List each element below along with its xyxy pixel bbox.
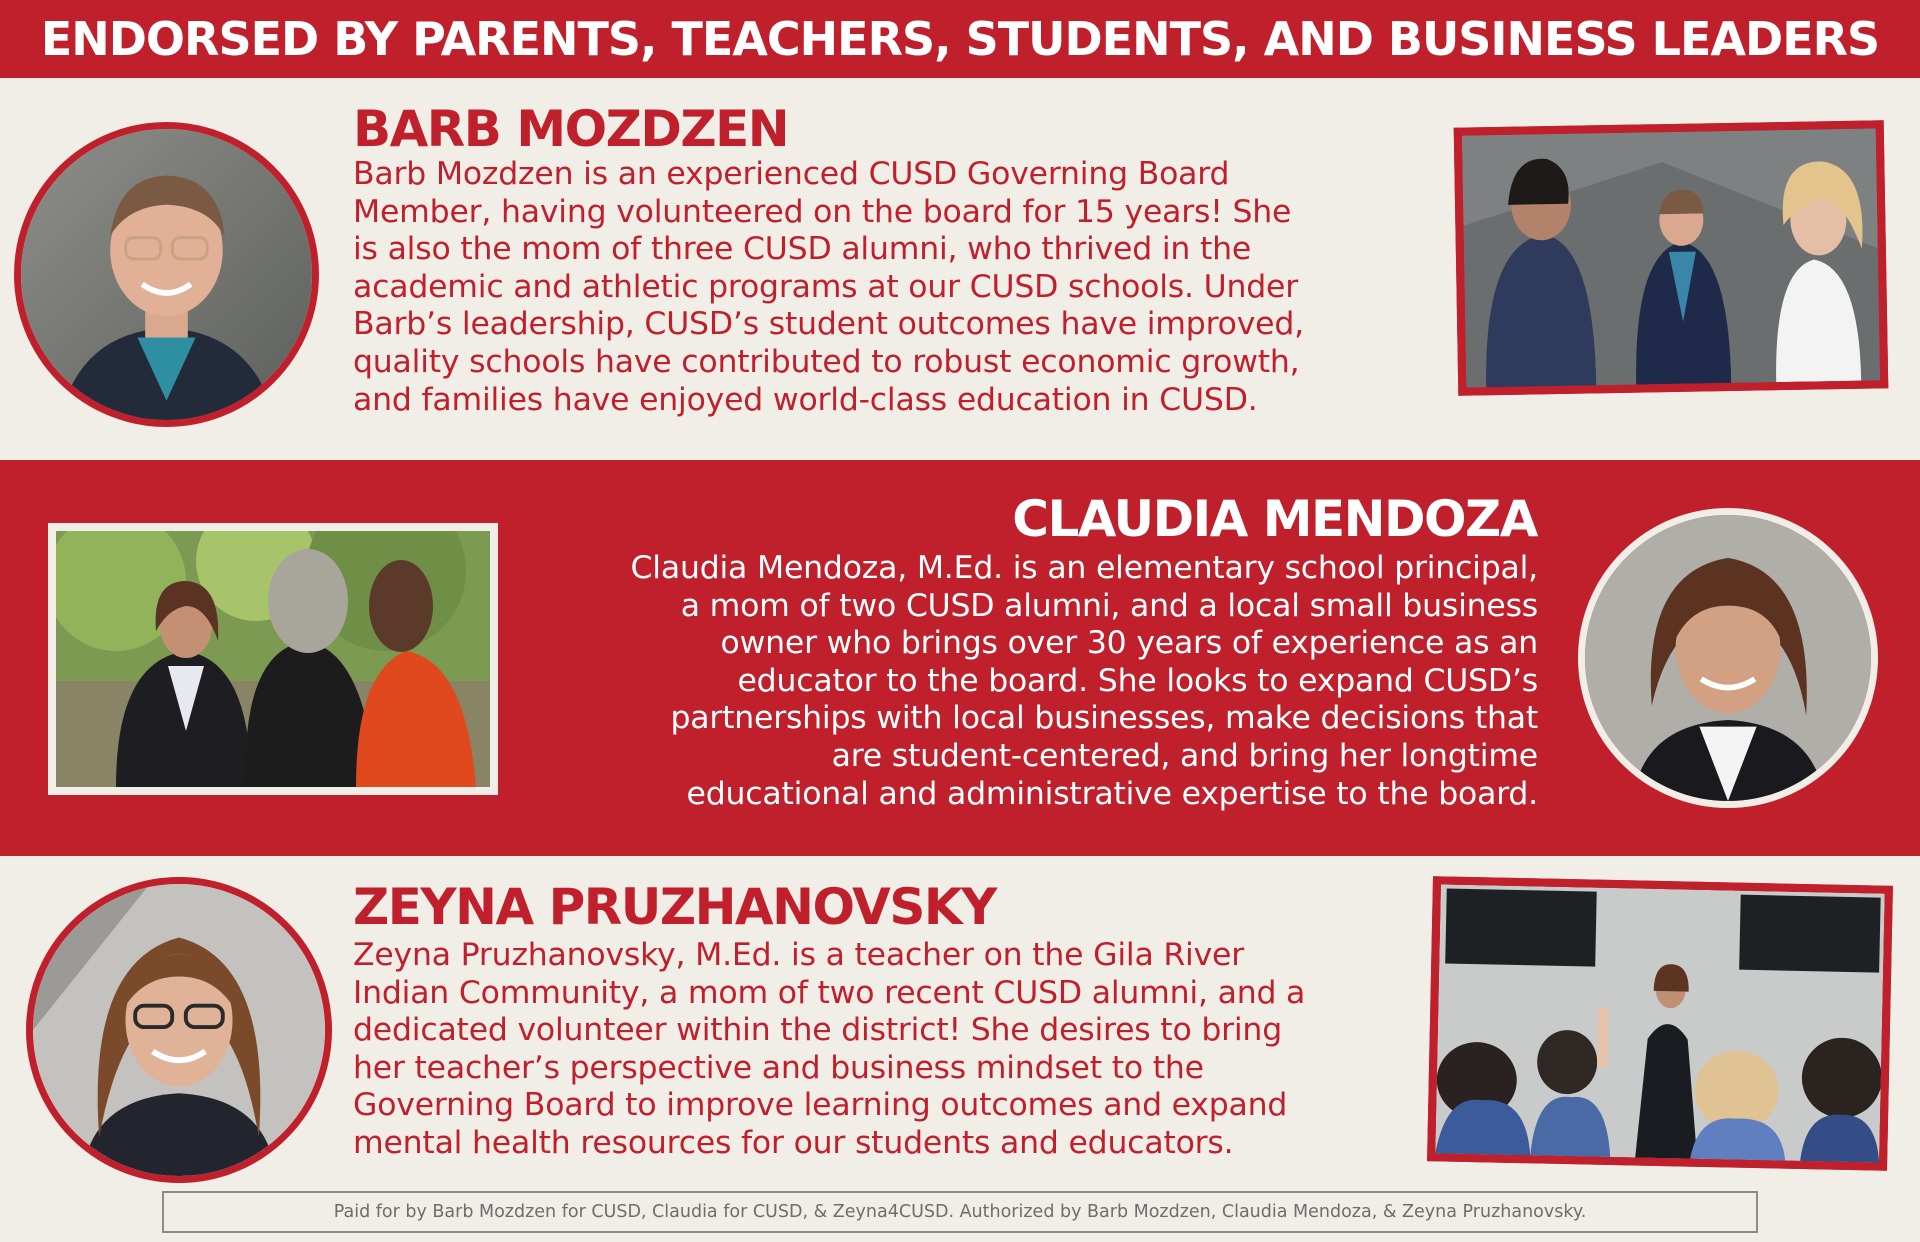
bio-line: Barb Mozdzen is an experienced CUSD Governing Board <box>353 156 1230 192</box>
zeyna-portrait <box>26 877 332 1183</box>
bio-line: is also the mom of three CUSD alumni, who thrived in the <box>353 231 1252 268</box>
claudia-portrait <box>1578 508 1878 808</box>
candidate-name-claudia: CLAUDIA MENDOZA <box>1012 490 1537 548</box>
bio-line: educational and administrative expertise to the board. <box>686 775 1538 812</box>
bio-line: Zeyna Pruzhanovsky, M.Ed. is a teacher on the Gila River <box>353 937 1244 973</box>
bio-line: dedicated volunteer within the district! She desires to bring <box>353 1012 1282 1049</box>
header-banner <box>0 0 1920 78</box>
bio-line: are student-centered, and bring her longtime <box>831 737 1538 774</box>
zeyna-classroom-photo <box>1427 876 1893 1171</box>
claudia-group-photo <box>48 523 498 795</box>
bio-line: Indian Community, a mom of two recent CUSD alumni, and a <box>353 974 1306 1011</box>
bio-line: a mom of two CUSD alumni, and a local small business <box>680 587 1538 624</box>
bio-line: Claudia Mendoza, M.Ed. is an elementary school principal, <box>630 550 1538 586</box>
bio-line: owner who brings over 30 years of experience as an <box>720 625 1538 662</box>
candidate-bio-claudia <box>438 550 1538 813</box>
header-title: ENDORSED BY PARENTS, TEACHERS, STUDENTS, AND BUSINESS LEADERS <box>40 12 1880 66</box>
bio-line: and families have enjoyed world-class education in CUSD. <box>353 381 1258 418</box>
candidate-name-barb: BARB MOZDZEN <box>353 100 789 158</box>
candidate-bio-zeyna <box>353 937 1433 1163</box>
candidate-bio-barb <box>353 156 1433 419</box>
bio-line: academic and athletic programs at our CUSD schools. Under <box>353 268 1298 305</box>
barb-portrait <box>14 122 319 427</box>
bio-line: educator to the board. She looks to expand CUSD’s <box>737 662 1538 699</box>
candidate-name-zeyna: ZEYNA PRUZHANOVSKY <box>353 878 996 936</box>
bio-line: Governing Board to improve learning outcomes and expand <box>353 1087 1288 1124</box>
bio-line: Member, having volunteered on the board for 15 years! She <box>353 193 1292 230</box>
paid-for-disclaimer <box>162 1191 1758 1233</box>
bio-line: Barb’s leadership, CUSD’s student outcomes have improved, <box>353 306 1304 343</box>
disclaimer-text: Paid for by Barb Mozdzen for CUSD, Claudia for CUSD, & Zeyna4CUSD. Authorized by Barb Mozdzen, Claudia Mendoza, & Zeyna Pruzhanovsky. <box>333 1202 1587 1222</box>
bio-line: mental health resources for our students and educators. <box>353 1124 1234 1161</box>
barb-group-photo <box>1454 120 1889 395</box>
bio-line: partnerships with local businesses, make decisions that <box>670 700 1538 737</box>
bio-line: her teacher’s perspective and business mindset to the <box>353 1049 1204 1086</box>
bio-line: quality schools have contributed to robust economic growth, <box>353 343 1300 380</box>
